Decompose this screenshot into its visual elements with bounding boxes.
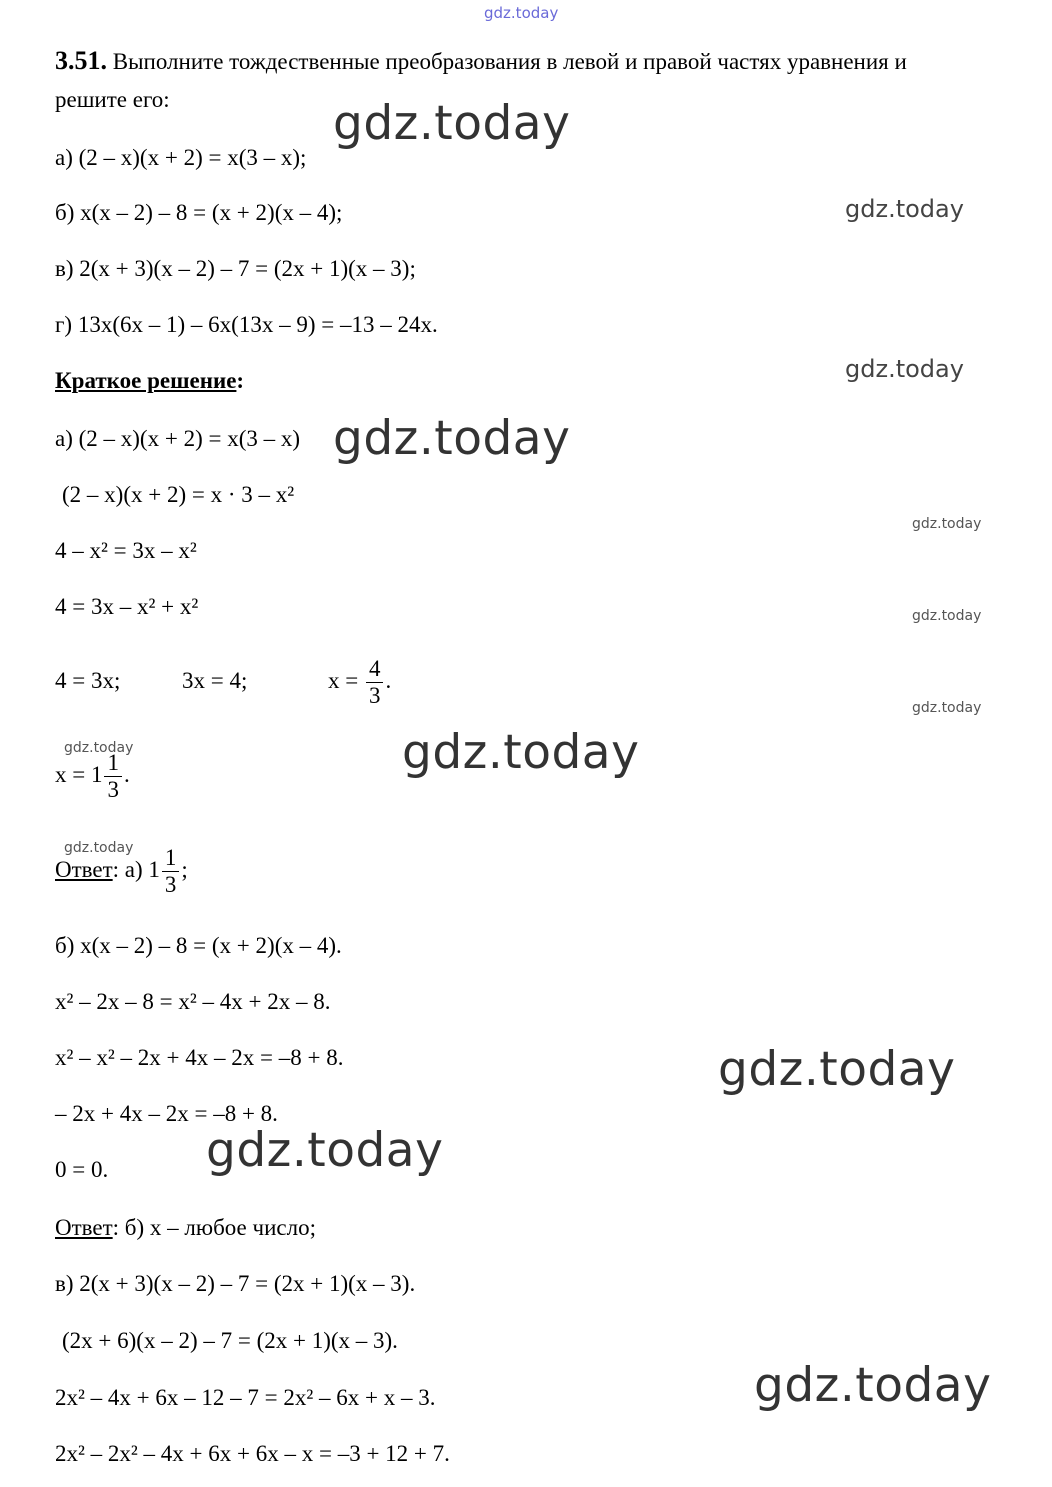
watermark-3: gdz.today bbox=[845, 355, 964, 383]
watermark-8: gdz.today bbox=[64, 740, 134, 756]
solution-c-line4: 2x² – 2x² – 4x + 6x + 6x – x = –3 + 12 + 7. bbox=[55, 1441, 450, 1466]
problem-text-line2: решите его: bbox=[55, 87, 170, 112]
watermark-11: gdz.today bbox=[718, 1042, 956, 1097]
eq-2: 3x = 4; bbox=[182, 668, 248, 693]
answer-b: Ответ: б) x – любое число; bbox=[55, 1215, 316, 1240]
solution-a-line3: 4 – x² = 3x – x² bbox=[55, 538, 197, 563]
solution-c-line1: в) 2(x + 3)(x – 2) – 7 = (2x + 1)(x – 3). bbox=[55, 1271, 416, 1296]
watermark-5: gdz.today bbox=[912, 516, 982, 532]
problem-text-line1: Выполните тождественные преобразования в левой и правой частях уравнения и bbox=[112, 49, 907, 74]
solution-b-line1: б) x(x – 2) – 8 = (x + 2)(x – 4). bbox=[55, 933, 342, 958]
solution-c-line3: 2x² – 4x + 6x – 12 – 7 = 2x² – 6x + x – 3. bbox=[55, 1385, 436, 1410]
solution-b-line3: x² – x² – 2x + 4x – 2x = –8 + 8. bbox=[55, 1045, 344, 1070]
fraction-4-3: $\frac{4}{3}$ bbox=[366, 656, 384, 709]
problem-item-c: в) 2(x + 3)(x – 2) – 7 = (2x + 1)(x – 3); bbox=[55, 256, 416, 281]
watermark-1: gdz.today bbox=[333, 96, 571, 151]
watermark-top: gdz.today bbox=[484, 4, 559, 22]
watermark-2: gdz.today bbox=[845, 195, 964, 223]
problem-item-b: б) x(x – 2) – 8 = (x + 2)(x – 4); bbox=[55, 200, 343, 225]
problem-number: 3.51. bbox=[55, 46, 107, 75]
solution-c-line2: (2x + 6)(x – 2) – 7 = (2x + 1)(x – 3). bbox=[62, 1328, 398, 1353]
watermark-13: gdz.today bbox=[754, 1358, 992, 1413]
problem-statement bbox=[55, 47, 907, 76]
solution-b-line5: 0 = 0. bbox=[55, 1157, 109, 1182]
watermark-7: gdz.today bbox=[912, 700, 982, 716]
problem-item-d: г) 13x(6x – 1) – 6x(13x – 9) = –13 – 24x. bbox=[55, 312, 438, 337]
watermark-12: gdz.today bbox=[206, 1123, 444, 1178]
watermark-9: gdz.today bbox=[402, 725, 640, 780]
solution-a-mixed: x = 1 $\frac{1}{3}$ . bbox=[55, 750, 130, 803]
answer-a: Ответ: а) 1 $\frac{1}{3}$ ; bbox=[55, 845, 188, 898]
solution-a-line4: 4 = 3x – x² + x² bbox=[55, 594, 199, 619]
solution-a-line2: (2 – x)(x + 2) = x · 3 – x² bbox=[62, 482, 295, 507]
watermark-10: gdz.today bbox=[64, 840, 134, 856]
solution-b-line2: x² – 2x – 8 = x² – 4x + 2x – 8. bbox=[55, 989, 331, 1014]
fraction-1-3: $\frac{1}{3}$ bbox=[104, 750, 122, 803]
solution-a-equations: 4 = 3x; 3x = 4; x = $\frac{4}{3}$ . bbox=[55, 653, 391, 709]
eq-1: 4 = 3x; bbox=[55, 668, 121, 693]
problem-item-a: а) (2 – x)(x + 2) = x(3 – x); bbox=[55, 145, 307, 170]
solution-a-line1: а) (2 – x)(x + 2) = x(3 – x) bbox=[55, 426, 301, 451]
solution-b-line4: – 2x + 4x – 2x = –8 + 8. bbox=[55, 1101, 278, 1126]
eq-3: x = bbox=[328, 668, 359, 693]
solution-heading: Краткое решение: bbox=[55, 368, 245, 393]
watermark-6: gdz.today bbox=[912, 608, 982, 624]
fraction-answer-a: $\frac{1}{3}$ bbox=[162, 845, 180, 898]
watermark-4: gdz.today bbox=[333, 411, 571, 466]
